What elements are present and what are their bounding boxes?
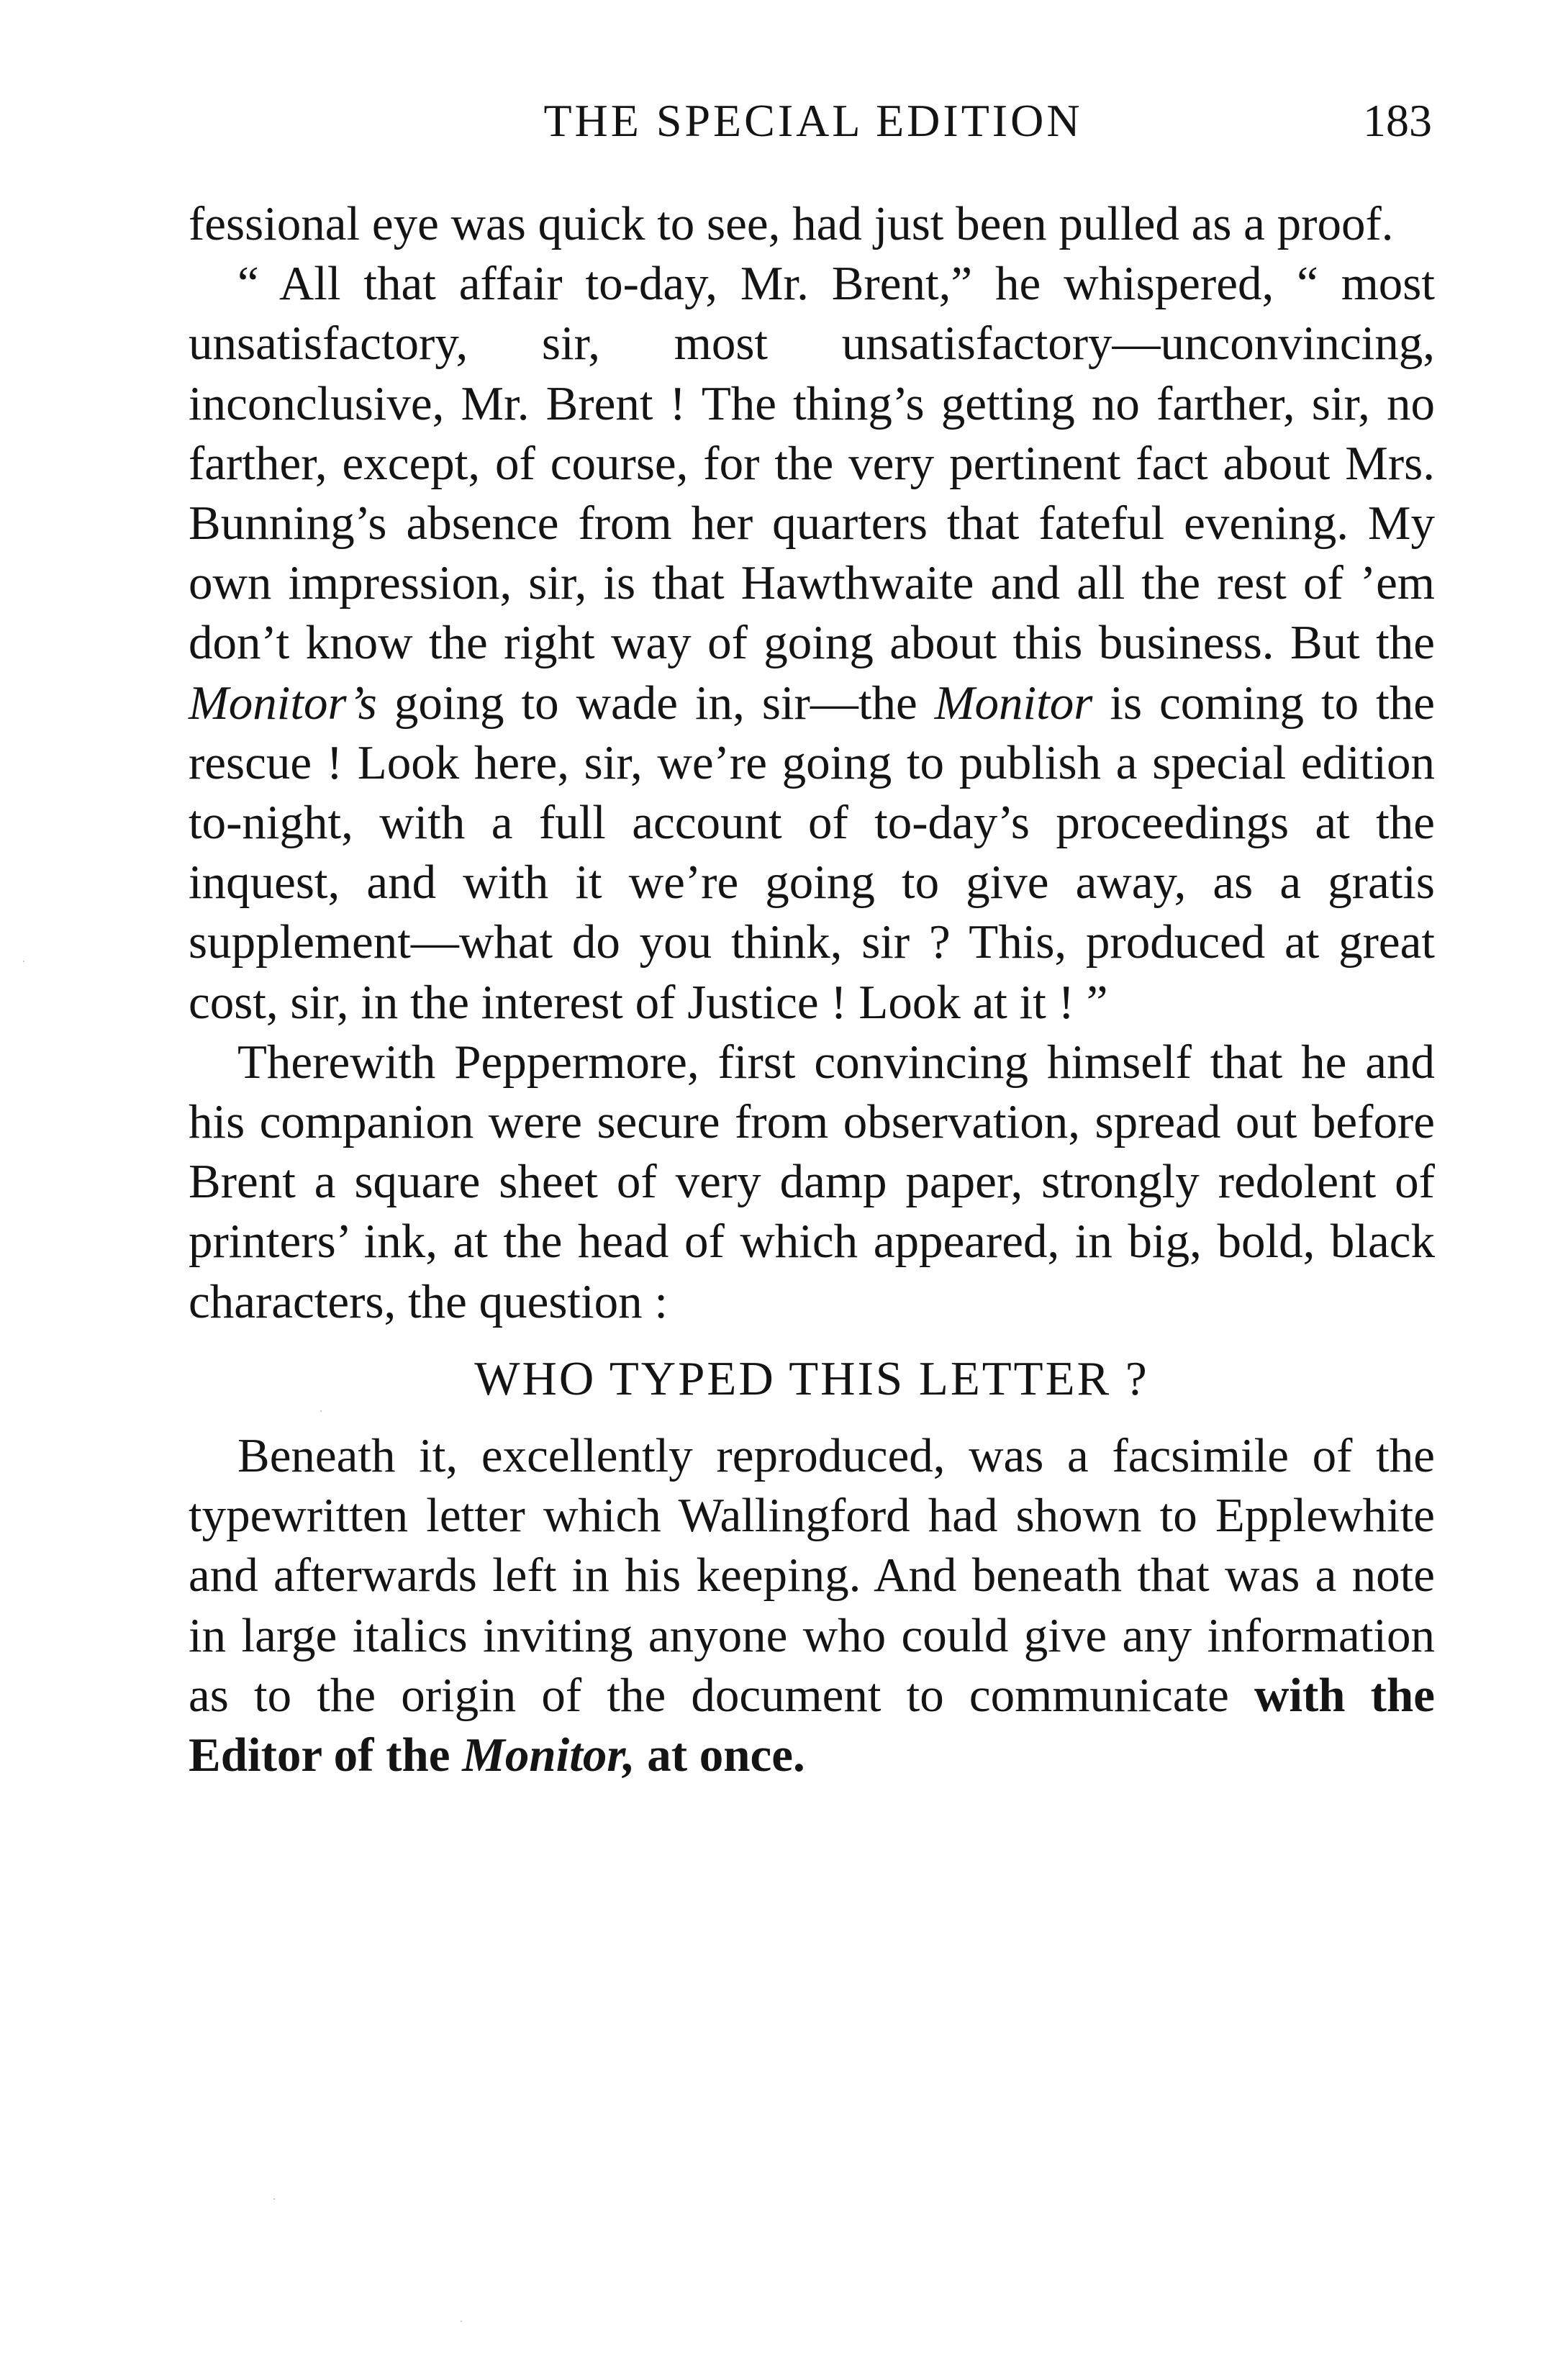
paragraph-peppermore-speech — [189, 254, 1435, 1033]
supplement-headline: WHO TYPED THIS LETTER ? — [474, 1351, 1149, 1405]
body-text — [189, 194, 1435, 1785]
paragraph-sheet-description: Therewith Peppermore, first convincing himself that he and his companion were secure from observation, spread out before Brent a square sheet of very damp paper, strongly redolent of printers’ ink, at the head of which appeared, in big, bold, black characters, the question : — [189, 1035, 1435, 1328]
newspaper-name-italic: Monitor — [934, 676, 1093, 730]
speech-part-1: “ All that affair to-day, Mr. Brent,” he whispered, “ most unsatisfactory, sir, most unsatisfactory—unconvincing, inconclusive, Mr. Brent ! The thing’s getting no farther, sir, no farther, except, of course, for the very pertinent fact about Mrs. Bunning’s absence from her quarters that fateful evening. My own impression, sir, is that Hawthwaite and all the rest of ’em don’t know the right way of going about this business. But the — [189, 257, 1435, 670]
running-head — [194, 85, 1432, 157]
page-number: 183 — [1363, 95, 1432, 146]
paper-speck — [273, 2198, 275, 2200]
speech-part-2: going to wade in, sir—the — [376, 676, 935, 730]
paper-speck — [461, 2321, 462, 2322]
newspaper-name-italic: Monitor’s — [189, 676, 377, 730]
paragraph-continuation: fessional eye was quick to see, had just been pulled as a proof. — [189, 197, 1394, 250]
paper-speck — [320, 1410, 322, 1412]
bold-text-part-1: with the Editor of the — [189, 1668, 1435, 1782]
running-title: THE SPECIAL EDITION — [543, 95, 1083, 146]
bold-text-part-2: at once. — [635, 1728, 805, 1782]
facsimile-text: Beneath it, excellently reproduced, was a facsimile of the typewritten letter which Wallingford had shown to Epplewhite and afterwards left in his keeping. And beneath that was a note in large italics inviting anyone who could give any information as to the origin of the document to communicate — [189, 1429, 1435, 1722]
speech-part-3: is coming to the rescue ! Look here, sir, we’re going to publish a special edition to-night, with a full account of to-day’s proceedings at the inquest, and with it we’re going to give away, as a gratis supplement—what do you think, sir ? This, produced at great cost, sir, in the interest of Justice ! Look at it ! ” — [189, 676, 1435, 1029]
newspaper-name-italic: Monitor, — [462, 1728, 635, 1782]
paragraph-facsimile — [189, 1426, 1435, 1785]
paper-speck — [23, 961, 24, 962]
